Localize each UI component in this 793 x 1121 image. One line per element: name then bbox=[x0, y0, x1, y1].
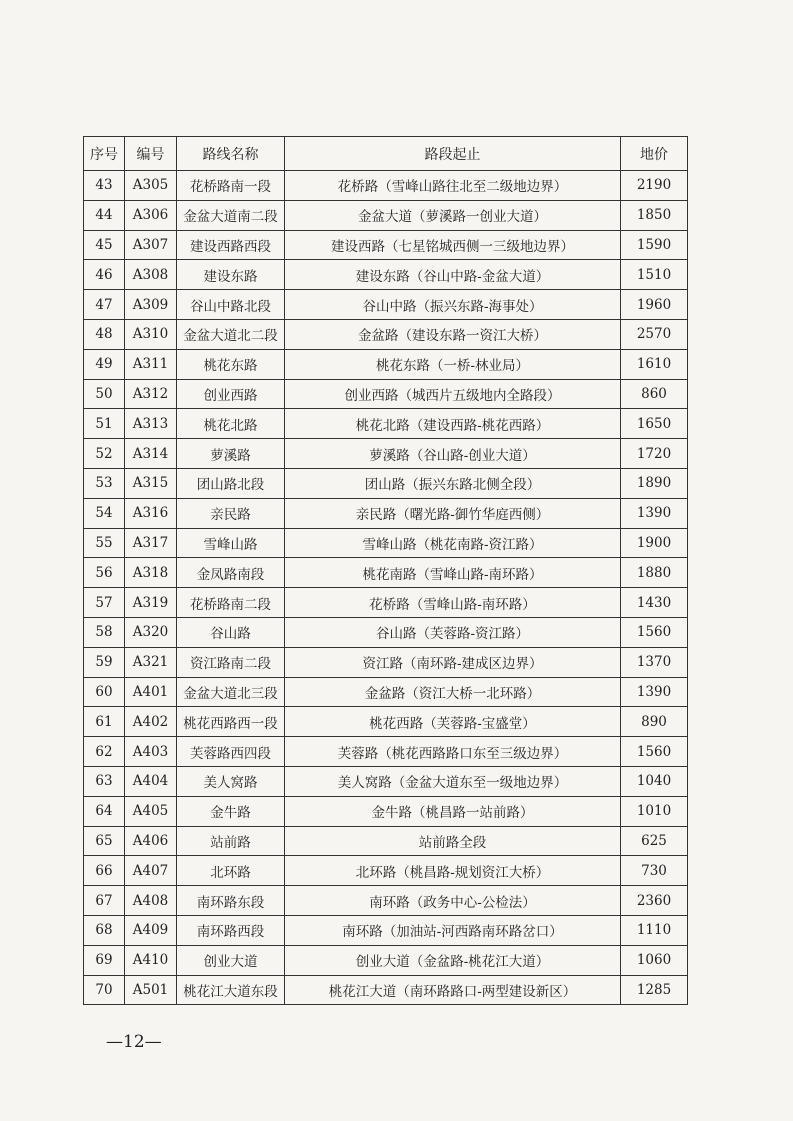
table-row bbox=[84, 260, 688, 290]
cell-code: A310 bbox=[125, 319, 177, 349]
cell-segment-range: 花桥路（雪峰山路往北至二级地边界） bbox=[285, 171, 621, 201]
cell-route-name: 谷山路 bbox=[177, 617, 285, 647]
cell-code: A407 bbox=[125, 856, 177, 886]
cell-land-price: 1560 bbox=[621, 617, 688, 647]
cell-land-price: 1560 bbox=[621, 737, 688, 767]
cell-land-price: 2190 bbox=[621, 171, 688, 201]
cell-serial-number: 55 bbox=[84, 528, 125, 558]
cell-land-price: 625 bbox=[621, 826, 688, 856]
table-row bbox=[84, 528, 688, 558]
cell-route-name: 站前路 bbox=[177, 826, 285, 856]
cell-land-price: 1390 bbox=[621, 498, 688, 528]
cell-route-name: 金牛路 bbox=[177, 796, 285, 826]
table-row bbox=[84, 677, 688, 707]
cell-code: A404 bbox=[125, 766, 177, 796]
table-row bbox=[84, 766, 688, 796]
cell-route-name: 亲民路 bbox=[177, 498, 285, 528]
cell-code: A313 bbox=[125, 409, 177, 439]
cell-code: A317 bbox=[125, 528, 177, 558]
cell-serial-number: 67 bbox=[84, 886, 125, 916]
cell-serial-number: 63 bbox=[84, 766, 125, 796]
cell-code: A409 bbox=[125, 915, 177, 945]
table-row bbox=[84, 737, 688, 767]
cell-code: A312 bbox=[125, 379, 177, 409]
cell-code: A501 bbox=[125, 975, 177, 1005]
cell-land-price: 1610 bbox=[621, 349, 688, 379]
cell-segment-range: 美人窝路（金盆大道东至一级地边界） bbox=[285, 766, 621, 796]
cell-segment-range: 桃花南路（雪峰山路-南环路） bbox=[285, 558, 621, 588]
cell-serial-number: 44 bbox=[84, 200, 125, 230]
cell-serial-number: 70 bbox=[84, 975, 125, 1005]
page-number: —12— bbox=[106, 1032, 162, 1052]
cell-segment-range: 站前路全段 bbox=[285, 826, 621, 856]
cell-land-price: 1590 bbox=[621, 230, 688, 260]
cell-land-price: 1390 bbox=[621, 677, 688, 707]
cell-serial-number: 56 bbox=[84, 558, 125, 588]
cell-segment-range: 萝溪路（谷山路-创业大道） bbox=[285, 439, 621, 469]
cell-segment-range: 团山路（振兴东路北侧全段） bbox=[285, 468, 621, 498]
cell-code: A406 bbox=[125, 826, 177, 856]
table-row bbox=[84, 319, 688, 349]
cell-land-price: 2570 bbox=[621, 319, 688, 349]
cell-code: A401 bbox=[125, 677, 177, 707]
cell-code: A306 bbox=[125, 200, 177, 230]
cell-serial-number: 65 bbox=[84, 826, 125, 856]
cell-serial-number: 48 bbox=[84, 319, 125, 349]
cell-code: A320 bbox=[125, 617, 177, 647]
cell-code: A314 bbox=[125, 439, 177, 469]
header-route-name: 路线名称 bbox=[177, 137, 285, 171]
cell-route-name: 桃花北路 bbox=[177, 409, 285, 439]
table-row bbox=[84, 290, 688, 320]
cell-serial-number: 45 bbox=[84, 230, 125, 260]
cell-land-price: 1510 bbox=[621, 260, 688, 290]
cell-segment-range: 桃花北路（建设西路-桃花西路） bbox=[285, 409, 621, 439]
table-row bbox=[84, 945, 688, 975]
table-row bbox=[84, 498, 688, 528]
cell-land-price: 730 bbox=[621, 856, 688, 886]
cell-serial-number: 64 bbox=[84, 796, 125, 826]
cell-serial-number: 46 bbox=[84, 260, 125, 290]
cell-code: A308 bbox=[125, 260, 177, 290]
cell-segment-range: 南环路（加油站-河西路南环路岔口） bbox=[285, 915, 621, 945]
cell-segment-range: 金盆大道（萝溪路一创业大道） bbox=[285, 200, 621, 230]
cell-route-name: 建设东路 bbox=[177, 260, 285, 290]
table-row bbox=[84, 886, 688, 916]
cell-code: A408 bbox=[125, 886, 177, 916]
table-row bbox=[84, 588, 688, 618]
cell-route-name: 美人窝路 bbox=[177, 766, 285, 796]
cell-segment-range: 创业大道（金盆路-桃花江大道） bbox=[285, 945, 621, 975]
cell-serial-number: 51 bbox=[84, 409, 125, 439]
table-row bbox=[84, 915, 688, 945]
cell-segment-range: 谷山路（芙蓉路-资江路） bbox=[285, 617, 621, 647]
land-price-table-container bbox=[83, 136, 687, 1005]
cell-route-name: 金盆大道北二段 bbox=[177, 319, 285, 349]
cell-segment-range: 建设东路（谷山中路-金盆大道） bbox=[285, 260, 621, 290]
cell-segment-range: 金盆路（资江大桥一北环路） bbox=[285, 677, 621, 707]
cell-code: A402 bbox=[125, 707, 177, 737]
table-row bbox=[84, 617, 688, 647]
cell-route-name: 桃花东路 bbox=[177, 349, 285, 379]
table-body bbox=[84, 171, 688, 1005]
table-row bbox=[84, 856, 688, 886]
cell-land-price: 1650 bbox=[621, 409, 688, 439]
header-code: 编号 bbox=[125, 137, 177, 171]
cell-route-name: 芙蓉路西四段 bbox=[177, 737, 285, 767]
cell-code: A307 bbox=[125, 230, 177, 260]
cell-land-price: 860 bbox=[621, 379, 688, 409]
cell-segment-range: 南环路（政务中心-公检法） bbox=[285, 886, 621, 916]
cell-segment-range: 桃花西路（芙蓉路-宝盛堂） bbox=[285, 707, 621, 737]
cell-land-price: 1880 bbox=[621, 558, 688, 588]
table-row bbox=[84, 647, 688, 677]
cell-route-name: 萝溪路 bbox=[177, 439, 285, 469]
cell-serial-number: 62 bbox=[84, 737, 125, 767]
cell-route-name: 金凤路南段 bbox=[177, 558, 285, 588]
cell-serial-number: 57 bbox=[84, 588, 125, 618]
cell-serial-number: 60 bbox=[84, 677, 125, 707]
cell-route-name: 金盆大道南二段 bbox=[177, 200, 285, 230]
cell-segment-range: 资江路（南环路-建成区边界） bbox=[285, 647, 621, 677]
cell-code: A405 bbox=[125, 796, 177, 826]
cell-land-price: 1060 bbox=[621, 945, 688, 975]
table-header-row bbox=[84, 137, 688, 171]
cell-code: A410 bbox=[125, 945, 177, 975]
cell-serial-number: 66 bbox=[84, 856, 125, 886]
table-row bbox=[84, 439, 688, 469]
cell-land-price: 1110 bbox=[621, 915, 688, 945]
header-land-price: 地价 bbox=[621, 137, 688, 171]
cell-segment-range: 金盆路（建设东路一资江大桥） bbox=[285, 319, 621, 349]
cell-serial-number: 59 bbox=[84, 647, 125, 677]
cell-segment-range: 桃花江大道（南环路路口-两型建设新区） bbox=[285, 975, 621, 1005]
cell-serial-number: 69 bbox=[84, 945, 125, 975]
cell-code: A319 bbox=[125, 588, 177, 618]
cell-land-price: 1430 bbox=[621, 588, 688, 618]
cell-serial-number: 53 bbox=[84, 468, 125, 498]
cell-segment-range: 亲民路（曙光路-御竹华庭西侧） bbox=[285, 498, 621, 528]
cell-route-name: 团山路北段 bbox=[177, 468, 285, 498]
cell-segment-range: 金牛路（桃昌路一站前路） bbox=[285, 796, 621, 826]
cell-serial-number: 50 bbox=[84, 379, 125, 409]
cell-route-name: 南环路西段 bbox=[177, 915, 285, 945]
cell-serial-number: 49 bbox=[84, 349, 125, 379]
cell-code: A305 bbox=[125, 171, 177, 201]
cell-route-name: 创业大道 bbox=[177, 945, 285, 975]
cell-segment-range: 北环路（桃昌路-规划资江大桥） bbox=[285, 856, 621, 886]
cell-land-price: 1010 bbox=[621, 796, 688, 826]
cell-code: A316 bbox=[125, 498, 177, 528]
cell-serial-number: 68 bbox=[84, 915, 125, 945]
table-row bbox=[84, 707, 688, 737]
cell-route-name: 谷山中路北段 bbox=[177, 290, 285, 320]
land-price-table bbox=[83, 136, 688, 1005]
cell-land-price: 1890 bbox=[621, 468, 688, 498]
cell-route-name: 桃花西路西一段 bbox=[177, 707, 285, 737]
cell-code: A403 bbox=[125, 737, 177, 767]
cell-route-name: 雪峰山路 bbox=[177, 528, 285, 558]
cell-code: A315 bbox=[125, 468, 177, 498]
cell-land-price: 1285 bbox=[621, 975, 688, 1005]
cell-land-price: 1370 bbox=[621, 647, 688, 677]
cell-route-name: 资江路南二段 bbox=[177, 647, 285, 677]
cell-serial-number: 43 bbox=[84, 171, 125, 201]
table-row bbox=[84, 796, 688, 826]
cell-land-price: 1960 bbox=[621, 290, 688, 320]
cell-segment-range: 桃花东路（一桥-林业局） bbox=[285, 349, 621, 379]
header-serial-number: 序号 bbox=[84, 137, 125, 171]
cell-land-price: 1900 bbox=[621, 528, 688, 558]
table-row bbox=[84, 558, 688, 588]
table-row bbox=[84, 171, 688, 201]
cell-segment-range: 芙蓉路（桃花西路路口东至三级边界） bbox=[285, 737, 621, 767]
cell-route-name: 创业西路 bbox=[177, 379, 285, 409]
header-segment-range: 路段起止 bbox=[285, 137, 621, 171]
cell-land-price: 890 bbox=[621, 707, 688, 737]
cell-serial-number: 61 bbox=[84, 707, 125, 737]
cell-route-name: 建设西路西段 bbox=[177, 230, 285, 260]
cell-code: A311 bbox=[125, 349, 177, 379]
cell-land-price: 1040 bbox=[621, 766, 688, 796]
cell-segment-range: 谷山中路（振兴东路-海事处） bbox=[285, 290, 621, 320]
cell-segment-range: 雪峰山路（桃花南路-资江路） bbox=[285, 528, 621, 558]
table-row bbox=[84, 230, 688, 260]
table-row bbox=[84, 826, 688, 856]
cell-segment-range: 建设西路（七星铭城西侧一三级地边界） bbox=[285, 230, 621, 260]
cell-land-price: 1850 bbox=[621, 200, 688, 230]
cell-serial-number: 52 bbox=[84, 439, 125, 469]
cell-code: A318 bbox=[125, 558, 177, 588]
cell-serial-number: 54 bbox=[84, 498, 125, 528]
table-row bbox=[84, 200, 688, 230]
table-row bbox=[84, 349, 688, 379]
cell-segment-range: 创业西路（城西片五级地内全路段） bbox=[285, 379, 621, 409]
cell-segment-range: 花桥路（雪峰山路-南环路） bbox=[285, 588, 621, 618]
table-row bbox=[84, 409, 688, 439]
cell-land-price: 2360 bbox=[621, 886, 688, 916]
cell-route-name: 北环路 bbox=[177, 856, 285, 886]
cell-route-name: 花桥路南一段 bbox=[177, 171, 285, 201]
cell-code: A309 bbox=[125, 290, 177, 320]
cell-serial-number: 47 bbox=[84, 290, 125, 320]
cell-route-name: 金盆大道北三段 bbox=[177, 677, 285, 707]
cell-code: A321 bbox=[125, 647, 177, 677]
cell-serial-number: 58 bbox=[84, 617, 125, 647]
table-row bbox=[84, 975, 688, 1005]
cell-land-price: 1720 bbox=[621, 439, 688, 469]
cell-route-name: 南环路东段 bbox=[177, 886, 285, 916]
cell-route-name: 桃花江大道东段 bbox=[177, 975, 285, 1005]
table-row bbox=[84, 379, 688, 409]
cell-route-name: 花桥路南二段 bbox=[177, 588, 285, 618]
table-row bbox=[84, 468, 688, 498]
